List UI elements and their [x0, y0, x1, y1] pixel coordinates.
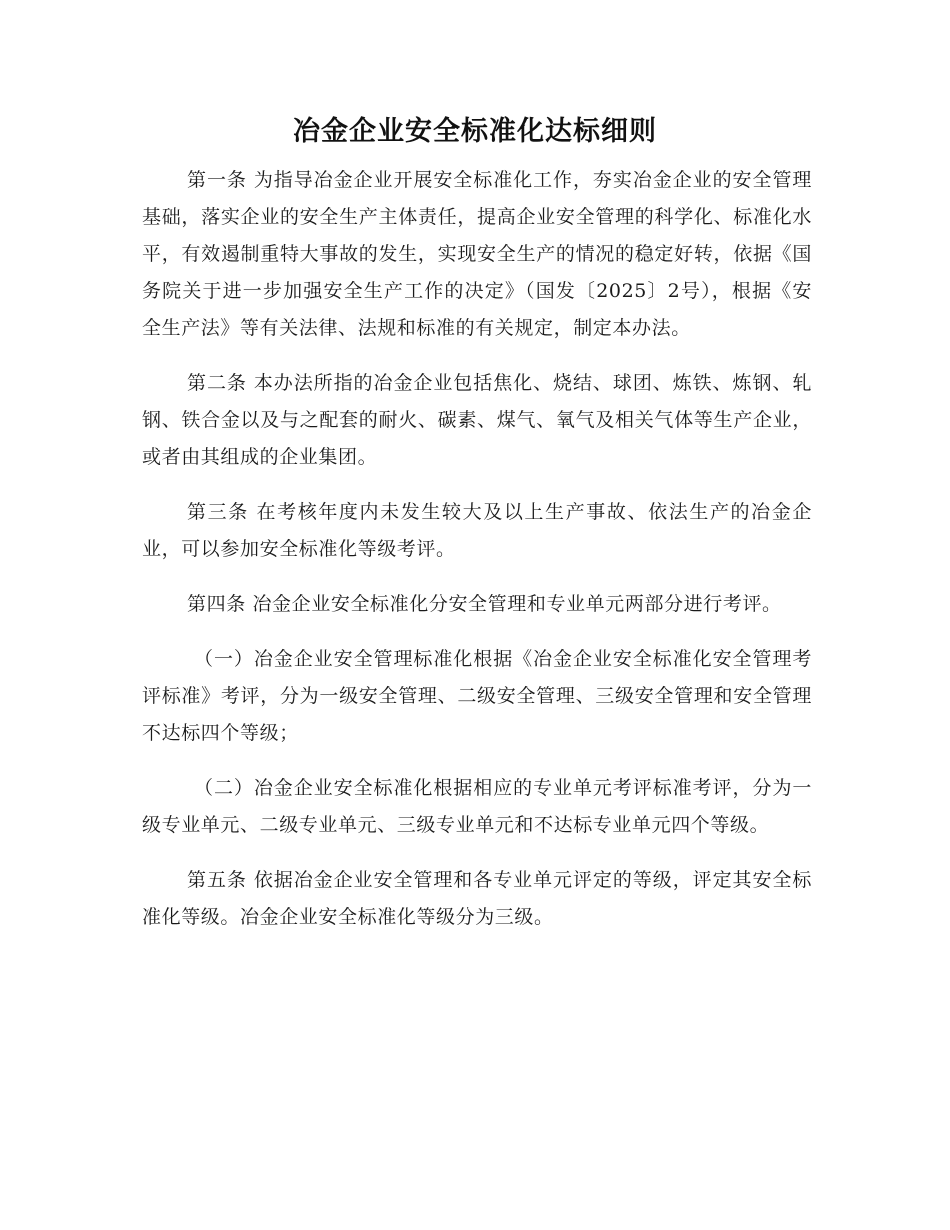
item-1-paragraph: （一）冶金企业安全管理标准化根据《冶金企业安全标准化安全管理考评标准》考评，分为一级安全管理、二级安全管理、三级安全管理和安全管理不达标四个等级； [142, 648, 812, 744]
article-3-paragraph: 第三条 在考核年度内未发生较大及以上生产事故、依法生产的冶金企业，可以参加安全标准化等级考评。 [142, 501, 812, 560]
document-title: 冶金企业安全标准化达标细则 [293, 116, 657, 147]
article-1-paragraph: 第一条 为指导冶金企业开展安全标准化工作，夯实冶金企业的安全管理基础，落实企业的安全生产主体责任，提高企业安全管理的科学化、标准化水平，有效遏制重特大事故的发生，实现安全生产的情况的稳定好转，依据《国务院关于进一步加强安全生产工作的决定》（国发〔2025〕2号），根据《安全生产法》等有关法律、法规和标准的有关规定，制定本办法。 [142, 169, 812, 339]
document-body [142, 162, 812, 954]
item-2-paragraph: （二）冶金企业安全标准化根据相应的专业单元考评标准考评，分为一级专业单元、二级专业单元、三级专业单元和不达标专业单元四个等级。 [142, 777, 812, 836]
article-5-paragraph: 第五条 依据冶金企业安全管理和各专业单元评定的等级，评定其安全标准化等级。冶金企业安全标准化等级分为三级。 [142, 869, 812, 928]
article-4-paragraph: 第四条 冶金企业安全标准化分安全管理和专业单元两部分进行考评。 [187, 593, 782, 615]
article-2-paragraph: 第二条 本办法所指的冶金企业包括焦化、烧结、球团、炼铁、炼钢、轧钢、铁合金以及与之配套的耐火、碳素、煤气、氧气及相关气体等生产企业，或者由其组成的企业集团。 [142, 372, 812, 468]
